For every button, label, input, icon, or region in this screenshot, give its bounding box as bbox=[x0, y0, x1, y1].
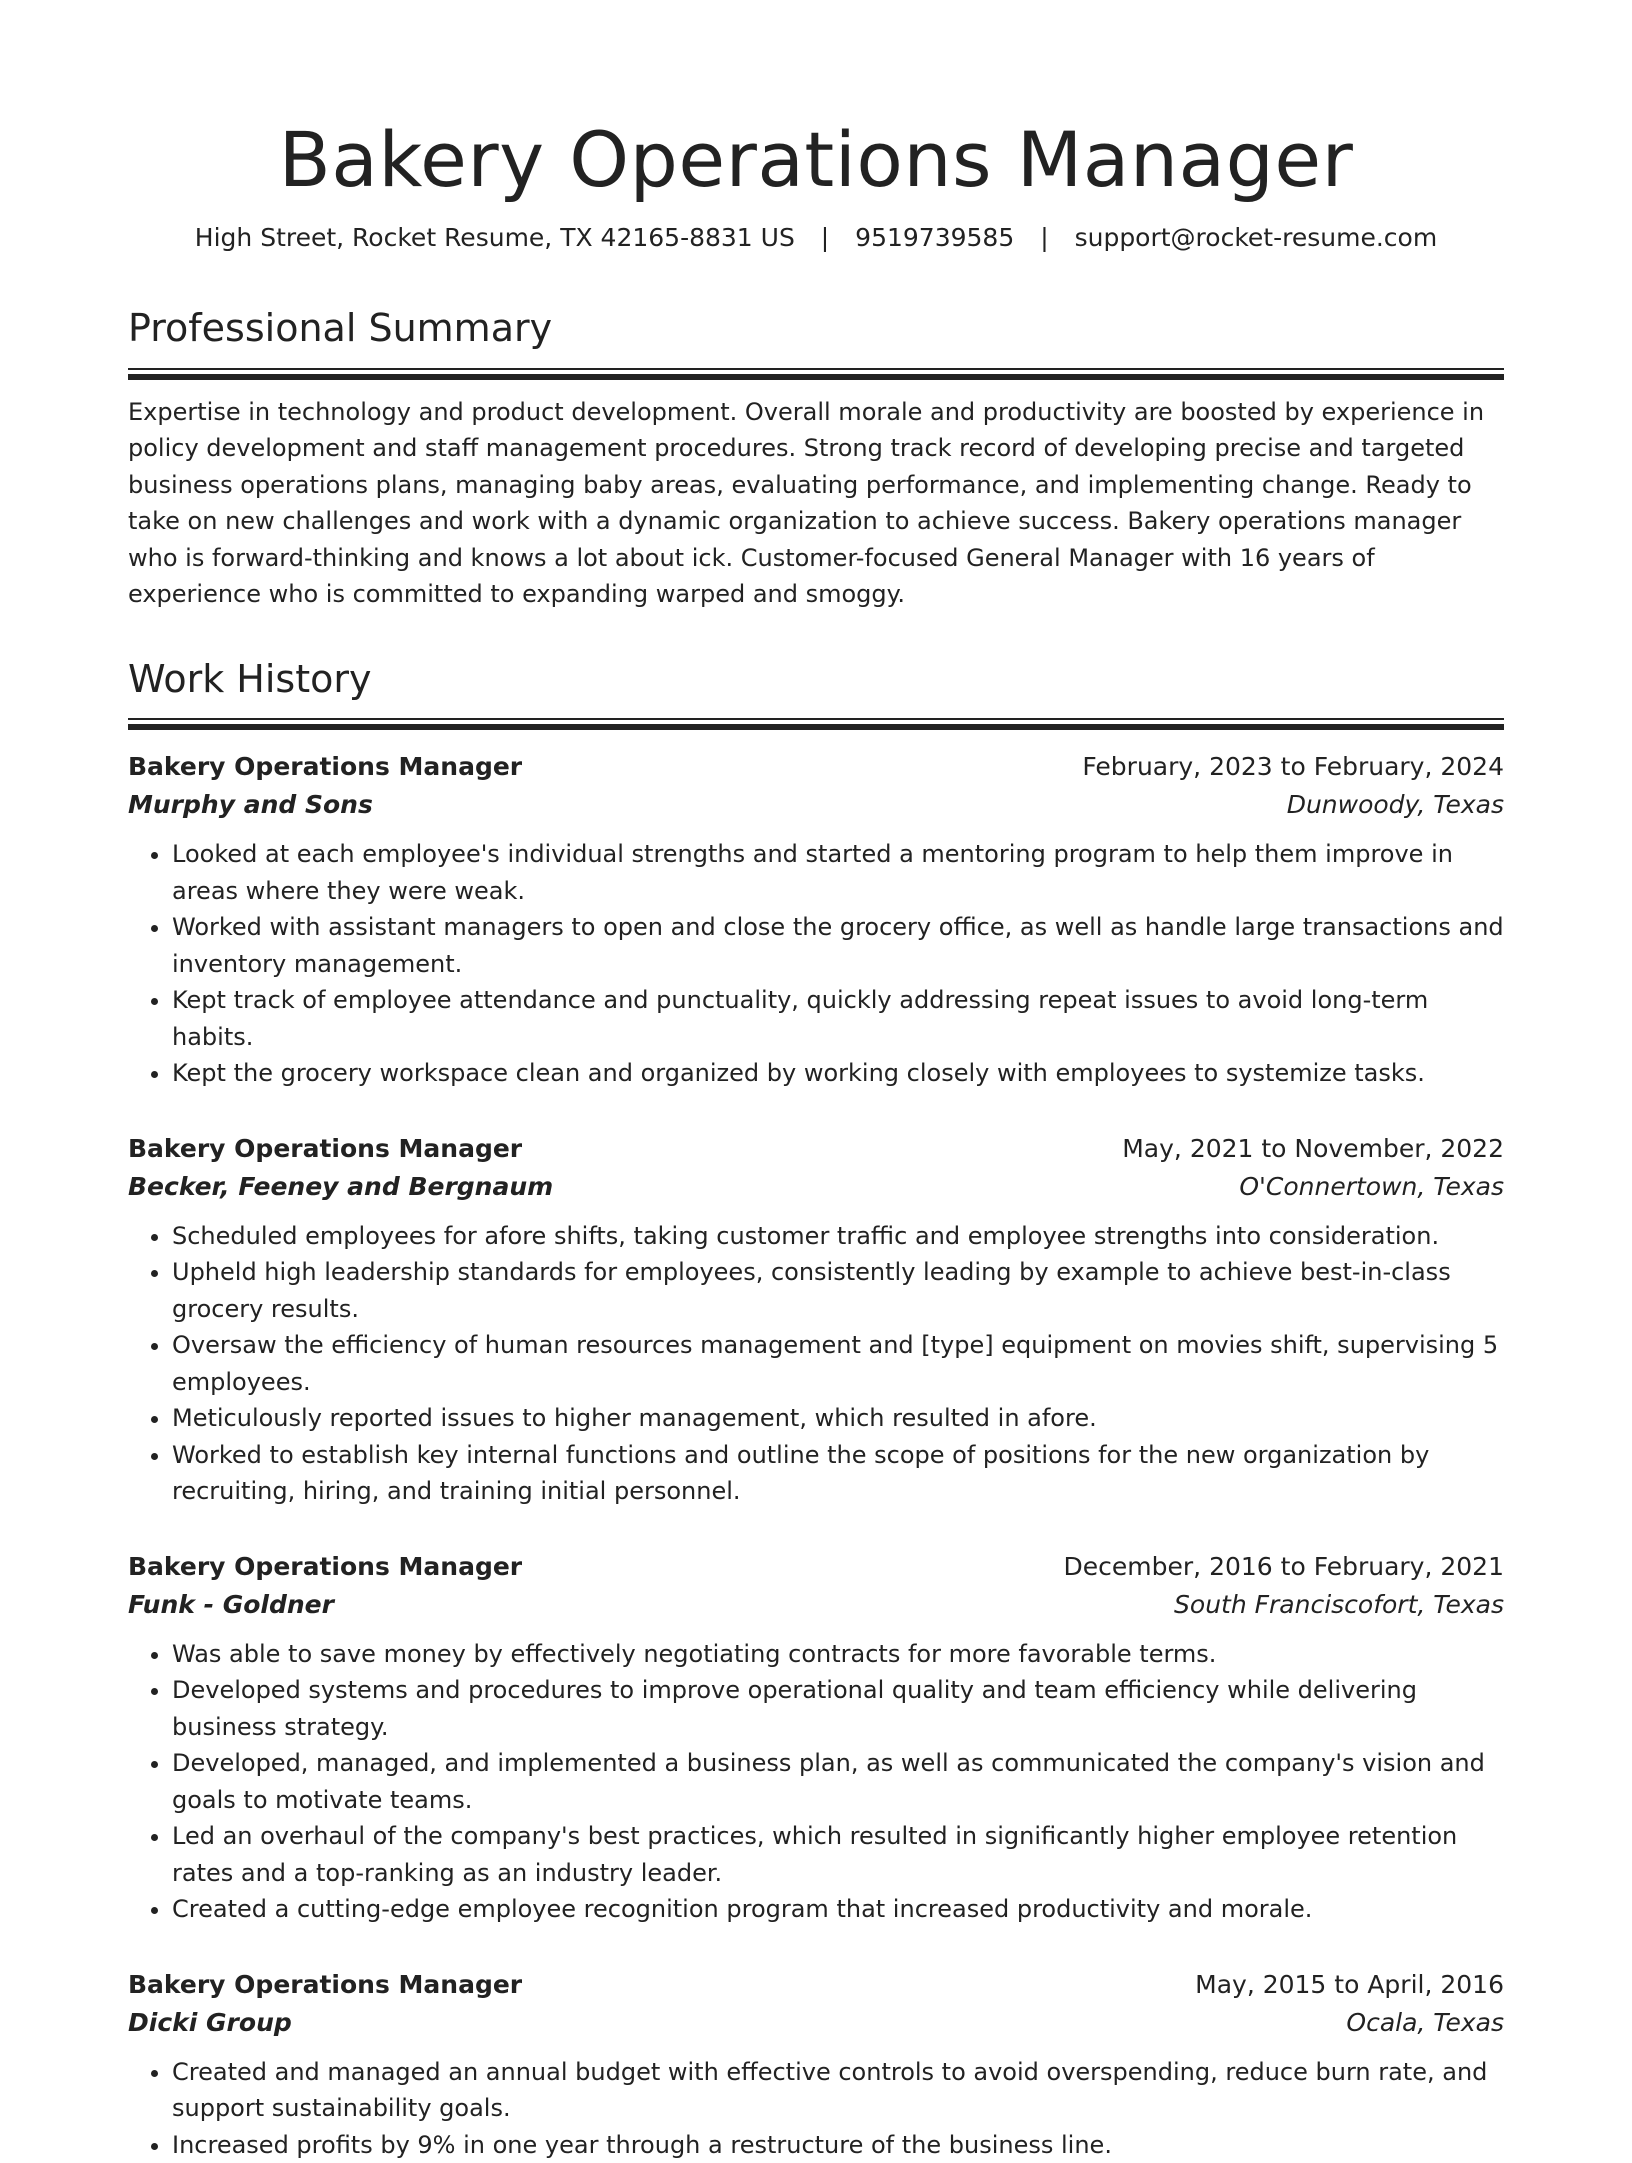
job-bullet: • Kept track of employee attendance and punctuality, quickly addressing repeat issues to avoid long-term habits. bbox=[172, 982, 1504, 1055]
summary-section bbox=[128, 306, 1504, 613]
job-bullet-list bbox=[128, 836, 1504, 1092]
job-title: Bakery Operations Manager bbox=[128, 752, 523, 782]
section-divider bbox=[128, 718, 1504, 730]
job-dates: February, 2023 to February, 2024 bbox=[1082, 752, 1504, 782]
job-company: Funk - Goldner bbox=[128, 1589, 334, 1619]
job-bullet-list bbox=[128, 1636, 1504, 1928]
job-bullet: • Led an overhaul of the company's best practices, which resulted in significantly higher employee retention rates and a top-ranking as an industry leader. bbox=[172, 1818, 1504, 1891]
job-company-row bbox=[128, 2004, 1504, 2042]
job-header-row bbox=[128, 748, 1504, 786]
job-entry bbox=[128, 748, 1504, 1092]
contact-line bbox=[128, 222, 1504, 255]
job-location: Ocala, Texas bbox=[1346, 2007, 1504, 2037]
job-location: O'Connertown, Texas bbox=[1239, 1171, 1504, 1201]
job-company: Dicki Group bbox=[128, 2007, 292, 2037]
resume-name: Bakery Operations Manager bbox=[278, 115, 1354, 204]
job-bullet: • Scheduled employees for afore shifts, taking customer traffic and employee strengths into consideration. bbox=[172, 1218, 1504, 1255]
summary-text: Expertise in technology and product development. Overall morale and productivity are boosted by experience in policy development and staff management procedures. Strong track record of developing precise and targeted business operations plans, managing baby areas, evaluating performance, and implementing change. Ready to take on new challenges and work with a dynamic organization to achieve success. Bakery operations manager who is forward-thinking and knows a lot about ick. Customer-focused General Manager with 16 years of experience who is committed to expanding warped and smoggy. bbox=[128, 397, 1485, 609]
contact-phone: 9519739585 bbox=[855, 222, 1015, 252]
contact-email: support@rocket-resume.com bbox=[1074, 222, 1438, 252]
job-location: South Franciscofort, Texas bbox=[1174, 1589, 1504, 1619]
job-bullet: • Created a cutting-edge employee recognition program that increased productivity and morale. bbox=[172, 1891, 1504, 1928]
section-divider bbox=[128, 368, 1504, 380]
job-header-row bbox=[128, 1548, 1504, 1586]
job-bullet: • Oversaw the efficiency of human resources management and [type] equipment on movies shift, supervising 5 employees. bbox=[172, 1327, 1504, 1400]
job-company-row bbox=[128, 1168, 1504, 1206]
contact-separator: | bbox=[1040, 222, 1049, 252]
job-company: Becker, Feeney and Bergnaum bbox=[128, 1171, 554, 1201]
job-bullet: • Worked with assistant managers to open and close the grocery office, as well as handle large transactions and inventory management. bbox=[172, 909, 1504, 982]
job-title: Bakery Operations Manager bbox=[128, 1969, 523, 1999]
job-bullet: • Created and managed an annual budget with effective controls to avoid overspending, reduce burn rate, and support sustainability goals. bbox=[172, 2054, 1504, 2127]
job-company: Murphy and Sons bbox=[128, 790, 373, 820]
job-title: Bakery Operations Manager bbox=[128, 1133, 523, 1163]
work-history-section bbox=[128, 657, 1504, 2163]
job-entry bbox=[128, 1548, 1504, 1928]
job-entry bbox=[128, 1130, 1504, 1510]
job-bullet: • Developed, managed, and implemented a business plan, as well as communicated the company's vision and goals to motivate teams. bbox=[172, 1745, 1504, 1818]
job-dates: December, 2016 to February, 2021 bbox=[1063, 1551, 1504, 1581]
job-dates: May, 2015 to April, 2016 bbox=[1195, 1969, 1504, 1999]
resume-page bbox=[128, 115, 1504, 2163]
job-bullet: • Was able to save money by effectively negotiating contracts for more favorable terms. bbox=[172, 1636, 1504, 1673]
contact-address: High Street, Rocket Resume, TX 42165-8831 US bbox=[194, 222, 795, 252]
job-bullet: • Looked at each employee's individual strengths and started a mentoring program to help them improve in areas where they were weak. bbox=[172, 836, 1504, 909]
contact-separator: | bbox=[820, 222, 830, 252]
job-bullet: • Worked to establish key internal functions and outline the scope of positions for the new organization by recruiting, hiring, and training initial personnel. bbox=[172, 1437, 1504, 1510]
job-bullet-list bbox=[128, 1218, 1504, 1510]
job-entry bbox=[128, 1966, 1504, 2163]
work-history-heading: Work History bbox=[128, 656, 372, 701]
job-location: Dunwoody, Texas bbox=[1286, 790, 1504, 820]
job-bullet: • Meticulously reported issues to higher management, which resulted in afore. bbox=[172, 1400, 1504, 1437]
job-title: Bakery Operations Manager bbox=[128, 1551, 523, 1581]
job-bullet-list bbox=[128, 2054, 1504, 2163]
job-company-row bbox=[128, 1586, 1504, 1624]
job-bullet: • Kept the grocery workspace clean and organized by working closely with employees to systemize tasks. bbox=[172, 1055, 1504, 1092]
job-header-row bbox=[128, 1966, 1504, 2004]
job-list bbox=[128, 748, 1504, 2163]
job-dates: May, 2021 to November, 2022 bbox=[1122, 1133, 1504, 1163]
summary-heading: Professional Summary bbox=[128, 306, 553, 351]
job-company-row bbox=[128, 786, 1504, 824]
job-bullet: • Upheld high leadership standards for employees, consistently leading by example to achieve best-in-class grocery results. bbox=[172, 1254, 1504, 1327]
job-bullet: • Developed systems and procedures to improve operational quality and team efficiency while delivering business strategy. bbox=[172, 1672, 1504, 1745]
job-header-row bbox=[128, 1130, 1504, 1168]
job-bullet: • Increased profits by 9% in one year through a restructure of the business line. bbox=[172, 2127, 1504, 2163]
